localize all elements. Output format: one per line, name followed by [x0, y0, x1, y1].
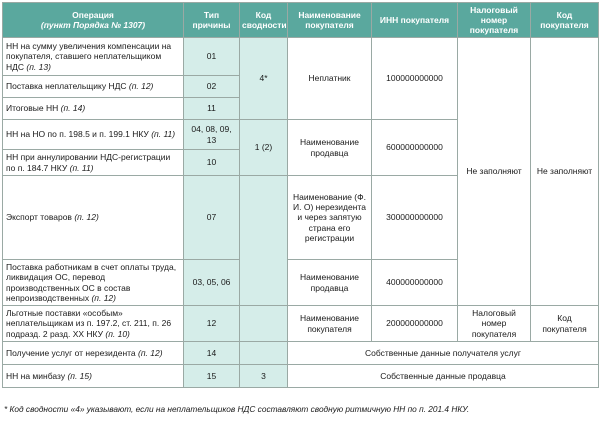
reason-type-cell: 15 — [184, 365, 240, 388]
operation-text: Итоговые НН — [6, 103, 59, 114]
operation-text: НН на сумму увеличения компенсации на покупателя, ставшего неплательщиком НДС — [6, 41, 172, 72]
summary-code-cell: 4* — [240, 38, 288, 120]
operation-text: НН на НО по п. 198.5 и п. 199.1 НКУ — [6, 129, 149, 140]
buyer-inn-cell: 300000000000 — [372, 176, 458, 260]
operation-text: Поставка неплательщику НДС — [6, 81, 127, 92]
footnote: * Код сводности «4» указывают, если на неплательщиков НДС составляют сводную ритмичную НН по п. 201.4 НКУ. — [4, 404, 470, 414]
header-buyer-inn: ИНН покупателя — [372, 3, 458, 38]
operation-ref: (п. 12) — [128, 81, 154, 92]
buyer-name-cell: Наименование покупателя — [288, 306, 372, 342]
header-operation-sub: (пункт Порядка № 1307) — [40, 20, 146, 30]
operation-ref: (п. 14) — [60, 103, 86, 114]
header-tax-number: Налоговый номер покупателя — [458, 3, 531, 38]
reason-type-cell: 07 — [184, 176, 240, 260]
reason-type-cell: 04, 08, 09, 13 — [184, 120, 240, 150]
operation-cell — [3, 120, 184, 150]
header-buyer-code: Код покупателя — [531, 3, 599, 38]
buyer-name-cell: Наименование продавца — [288, 260, 372, 306]
buyer-name-cell: Наименование (Ф. И. О) нерезидента и через запятую страна его регистрации — [288, 176, 372, 260]
operation-text: Поставка работникам в счет оплаты труда, ликвидация ОС, перевод производственных ОС в состав непроизводственных — [6, 262, 177, 303]
reason-type-cell: 14 — [184, 342, 240, 365]
header-operation — [3, 3, 184, 38]
buyer-inn-cell: 100000000000 — [372, 38, 458, 120]
buyer-inn-cell: 600000000000 — [372, 120, 458, 176]
operation-text: НН при аннулировании НДС-регистрации по п. 184.7 НКУ — [6, 152, 171, 173]
buyer-code-cell: Не заполняют — [531, 38, 599, 306]
operation-ref: (п. 11) — [69, 162, 94, 173]
summary-code-cell — [240, 306, 288, 342]
operation-text: НН на минбазу — [6, 370, 66, 381]
reason-type-cell: 11 — [184, 98, 240, 120]
reason-type-cell: 01 — [184, 38, 240, 76]
summary-code-cell: 3 — [240, 365, 288, 388]
operation-cell — [3, 38, 184, 76]
buyer-code-cell: Код покупателя — [531, 306, 599, 342]
operation-ref: (п. 11) — [151, 129, 176, 140]
own-data-cell: Собственные данные продавца — [288, 365, 599, 388]
reason-type-cell: 02 — [184, 76, 240, 98]
tax-number-cell: Не заполняют — [458, 38, 531, 306]
reason-type-cell: 03, 05, 06 — [184, 260, 240, 306]
operation-text: Льготные поставки «особым» неплательщикам из п. 197.2, ст. 211, п. 26 подразд. 2 разд. XX НКУ — [6, 308, 172, 339]
header-operation-title: Операция — [72, 9, 114, 20]
table-row — [3, 306, 599, 342]
table-row — [3, 342, 599, 365]
operation-cell — [3, 342, 184, 365]
reason-type-cell: 10 — [184, 150, 240, 176]
operation-text: Экспорт товаров — [6, 212, 72, 223]
operation-cell — [3, 150, 184, 176]
summary-code-cell: 1 (2) — [240, 120, 288, 176]
table-row — [3, 365, 599, 388]
header-summary-code: Код сводности — [240, 3, 288, 38]
buyer-name-cell: Наименование продавца — [288, 120, 372, 176]
operation-cell — [3, 76, 184, 98]
operation-ref: (п. 15) — [67, 370, 92, 381]
operation-text: Получение услуг от нерезидента — [6, 347, 136, 358]
operation-cell — [3, 176, 184, 260]
header-reason-type: Тип причины — [184, 3, 240, 38]
buyer-inn-cell: 200000000000 — [372, 306, 458, 342]
summary-code-cell — [240, 342, 288, 365]
summary-code-cell — [240, 176, 288, 306]
operation-cell — [3, 306, 184, 342]
table-row — [3, 38, 599, 76]
operation-cell — [3, 98, 184, 120]
operation-ref: (п. 12) — [74, 212, 99, 223]
operation-cell — [3, 260, 184, 306]
header-row — [3, 3, 599, 38]
reason-type-cell: 12 — [184, 306, 240, 342]
operation-ref: (п. 12) — [91, 292, 116, 303]
operation-cell — [3, 365, 184, 388]
tax-number-cell: Налоговый номер покупателя — [458, 306, 531, 342]
buyer-name-cell: Неплатник — [288, 38, 372, 120]
header-buyer-name: Наименование покупателя — [288, 3, 372, 38]
operation-ref: (п. 12) — [138, 347, 163, 358]
own-data-cell: Собственные данные получателя услуг — [288, 342, 599, 365]
operation-ref: (п. 10) — [105, 328, 130, 339]
buyer-inn-cell: 400000000000 — [372, 260, 458, 306]
vat-invoice-rules-table — [2, 2, 599, 388]
operation-ref: (п. 13) — [26, 61, 51, 72]
